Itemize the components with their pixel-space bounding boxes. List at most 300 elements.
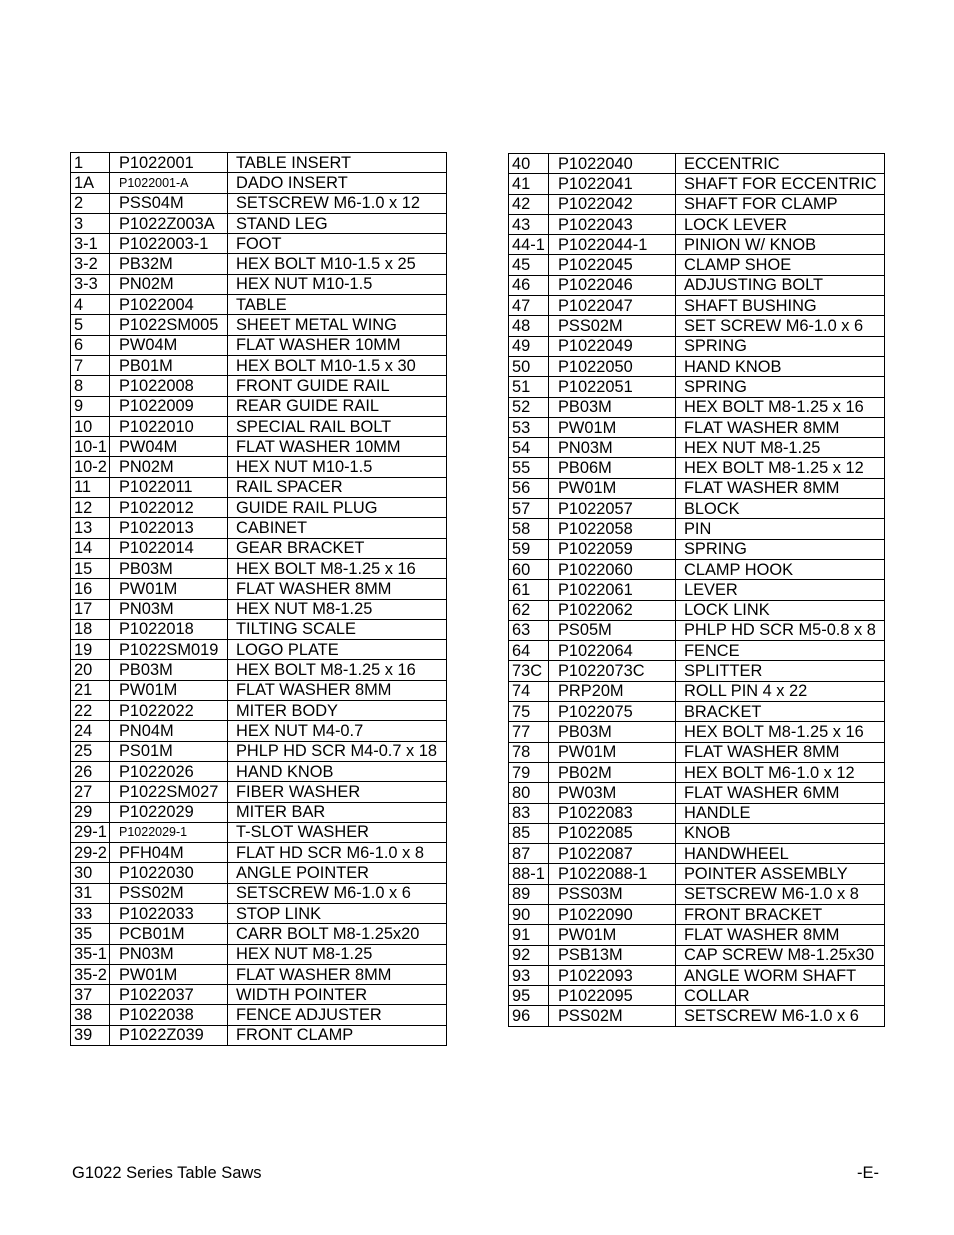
description-cell: HEX BOLT M8-1.25 x 16	[676, 397, 885, 417]
part-number-cell: P1022061	[549, 580, 676, 600]
ref-number-cell: 31	[71, 883, 110, 903]
part-number-cell: PCB01M	[110, 924, 228, 944]
table-row	[509, 499, 885, 519]
table-row	[71, 213, 447, 233]
ref-number-cell: 62	[509, 600, 549, 620]
description-cell: TABLE	[228, 295, 447, 315]
ref-number-cell: 52	[509, 397, 549, 417]
table-row	[71, 355, 447, 375]
part-number-cell: P1022029	[110, 802, 228, 822]
part-number-cell: PB03M	[549, 397, 676, 417]
table-row	[71, 173, 447, 193]
description-cell: FLAT WASHER 8MM	[228, 579, 447, 599]
part-number-cell: PW01M	[549, 925, 676, 945]
part-number-cell: PW01M	[549, 417, 676, 437]
part-number-cell: P1022022	[110, 701, 228, 721]
table-row	[509, 661, 885, 681]
part-number-cell: PN04M	[110, 721, 228, 741]
description-cell: LOGO PLATE	[228, 640, 447, 660]
table-row	[71, 924, 447, 944]
table-row	[509, 356, 885, 376]
description-cell: LEVER	[676, 580, 885, 600]
table-row	[71, 964, 447, 984]
ref-number-cell: 57	[509, 499, 549, 519]
description-cell: BRACKET	[676, 702, 885, 722]
ref-number-cell: 5	[71, 315, 110, 335]
description-cell: ANGLE WORM SHAFT	[676, 965, 885, 985]
description-cell: SETSCREW M6-1.0 x 8	[676, 884, 885, 904]
description-cell: FLAT WASHER 8MM	[676, 925, 885, 945]
table-row	[509, 986, 885, 1006]
table-row	[71, 843, 447, 863]
description-cell: ROLL PIN 4 x 22	[676, 681, 885, 701]
part-number-cell: P1022041	[549, 174, 676, 194]
table-row	[509, 641, 885, 661]
description-cell: FLAT WASHER 6MM	[676, 783, 885, 803]
part-number-cell: PB32M	[110, 254, 228, 274]
description-cell: KNOB	[676, 823, 885, 843]
ref-number-cell: 83	[509, 803, 549, 823]
description-cell: SET SCREW M6-1.0 x 6	[676, 316, 885, 336]
ref-number-cell: 54	[509, 438, 549, 458]
ref-number-cell: 7	[71, 355, 110, 375]
ref-number-cell: 4	[71, 295, 110, 315]
description-cell: CLAMP SHOE	[676, 255, 885, 275]
description-cell: SHAFT BUSHING	[676, 296, 885, 316]
part-number-cell: P1022029-1	[110, 822, 228, 842]
description-cell: PIN	[676, 519, 885, 539]
description-cell: REAR GUIDE RAIL	[228, 396, 447, 416]
description-cell: MITER BODY	[228, 701, 447, 721]
description-cell: SPRING	[676, 539, 885, 559]
part-number-cell: P1022014	[110, 538, 228, 558]
part-number-cell: PW03M	[549, 783, 676, 803]
table-row	[71, 822, 447, 842]
ref-number-cell: 59	[509, 539, 549, 559]
ref-number-cell: 10	[71, 416, 110, 436]
table-row	[509, 1006, 885, 1026]
ref-number-cell: 39	[71, 1025, 110, 1045]
part-number-cell: P1022Z039	[110, 1025, 228, 1045]
part-number-cell: P1022060	[549, 559, 676, 579]
part-number-cell: PB02M	[549, 762, 676, 782]
description-cell: STAND LEG	[228, 213, 447, 233]
description-cell: SHAFT FOR ECCENTRIC	[676, 174, 885, 194]
ref-number-cell: 10-2	[71, 457, 110, 477]
description-cell: DADO INSERT	[228, 173, 447, 193]
table-row	[71, 579, 447, 599]
part-number-cell: P1022042	[549, 194, 676, 214]
table-row	[71, 396, 447, 416]
part-number-cell: PW01M	[110, 680, 228, 700]
part-number-cell: P1022088-1	[549, 864, 676, 884]
ref-number-cell: 3-1	[71, 234, 110, 254]
ref-number-cell: 96	[509, 1006, 549, 1026]
ref-number-cell: 24	[71, 721, 110, 741]
ref-number-cell: 3-3	[71, 274, 110, 294]
part-number-cell: PSS02M	[110, 883, 228, 903]
ref-number-cell: 45	[509, 255, 549, 275]
description-cell: SPLITTER	[676, 661, 885, 681]
part-number-cell: P1022087	[549, 844, 676, 864]
part-number-cell: P1022013	[110, 518, 228, 538]
table-row	[509, 762, 885, 782]
description-cell: LOCK LEVER	[676, 214, 885, 234]
ref-number-cell: 35-2	[71, 964, 110, 984]
table-row	[71, 802, 447, 822]
table-row	[71, 234, 447, 254]
ref-number-cell: 38	[71, 1005, 110, 1025]
ref-number-cell: 30	[71, 863, 110, 883]
description-cell: FRONT BRACKET	[676, 904, 885, 924]
part-number-cell: P1022001	[110, 153, 228, 173]
part-number-cell: P1022059	[549, 539, 676, 559]
part-number-cell: PN02M	[110, 457, 228, 477]
table-row	[509, 823, 885, 843]
ref-number-cell: 29	[71, 802, 110, 822]
ref-number-cell: 42	[509, 194, 549, 214]
part-number-cell: P1022SM019	[110, 640, 228, 660]
table-row	[509, 275, 885, 295]
table-row	[71, 660, 447, 680]
description-cell: RAIL SPACER	[228, 477, 447, 497]
part-number-cell: P1022026	[110, 761, 228, 781]
table-row	[509, 904, 885, 924]
description-cell: FLAT WASHER 8MM	[228, 680, 447, 700]
table-row	[509, 458, 885, 478]
part-number-cell: P1022010	[110, 416, 228, 436]
ref-number-cell: 8	[71, 376, 110, 396]
table-row	[509, 702, 885, 722]
ref-number-cell: 33	[71, 903, 110, 923]
ref-number-cell: 22	[71, 701, 110, 721]
table-row	[509, 255, 885, 275]
table-row	[509, 519, 885, 539]
table-row	[509, 336, 885, 356]
table-row	[71, 1005, 447, 1025]
ref-number-cell: 93	[509, 965, 549, 985]
part-number-cell: PN03M	[110, 944, 228, 964]
description-cell: FLAT WASHER 8MM	[676, 742, 885, 762]
table-row	[509, 580, 885, 600]
description-cell: SHEET METAL WING	[228, 315, 447, 335]
ref-number-cell: 29-1	[71, 822, 110, 842]
ref-number-cell: 74	[509, 681, 549, 701]
ref-number-cell: 10-1	[71, 437, 110, 457]
description-cell: LOCK LINK	[676, 600, 885, 620]
description-cell: HAND KNOB	[676, 356, 885, 376]
ref-number-cell: 78	[509, 742, 549, 762]
description-cell: SETSCREW M6-1.0 x 12	[228, 193, 447, 213]
ref-number-cell: 95	[509, 986, 549, 1006]
ref-number-cell: 1	[71, 153, 110, 173]
ref-number-cell: 2	[71, 193, 110, 213]
part-number-cell: P1022018	[110, 619, 228, 639]
part-number-cell: PN03M	[549, 438, 676, 458]
table-row	[509, 539, 885, 559]
page-number: -E-	[857, 1164, 879, 1182]
description-cell: HEX BOLT M10-1.5 x 25	[228, 254, 447, 274]
part-number-cell: PB06M	[549, 458, 676, 478]
description-cell: MITER BAR	[228, 802, 447, 822]
table-row	[509, 620, 885, 640]
part-number-cell: PW01M	[549, 478, 676, 498]
table-row	[509, 844, 885, 864]
ref-number-cell: 3	[71, 213, 110, 233]
table-row	[509, 864, 885, 884]
part-number-cell: P1022030	[110, 863, 228, 883]
ref-number-cell: 53	[509, 417, 549, 437]
description-cell: WIDTH POINTER	[228, 985, 447, 1005]
description-cell: STOP LINK	[228, 903, 447, 923]
ref-number-cell: 29-2	[71, 843, 110, 863]
part-number-cell: PW04M	[110, 335, 228, 355]
part-number-cell: PSS04M	[110, 193, 228, 213]
table-row	[71, 254, 447, 274]
description-cell: FLAT WASHER 8MM	[676, 417, 885, 437]
table-row	[509, 945, 885, 965]
description-cell: CAP SCREW M8-1.25x30	[676, 945, 885, 965]
description-cell: GUIDE RAIL PLUG	[228, 498, 447, 518]
table-row	[509, 397, 885, 417]
description-cell: TABLE INSERT	[228, 153, 447, 173]
ref-number-cell: 64	[509, 641, 549, 661]
ref-number-cell: 58	[509, 519, 549, 539]
ref-number-cell: 1A	[71, 173, 110, 193]
ref-number-cell: 47	[509, 296, 549, 316]
part-number-cell: P1022037	[110, 985, 228, 1005]
ref-number-cell: 14	[71, 538, 110, 558]
part-number-cell: P1022SM027	[110, 782, 228, 802]
ref-number-cell: 27	[71, 782, 110, 802]
part-number-cell: P1022049	[549, 336, 676, 356]
part-number-cell: PSB13M	[549, 945, 676, 965]
ref-number-cell: 12	[71, 498, 110, 518]
ref-number-cell: 63	[509, 620, 549, 640]
table-row	[71, 538, 447, 558]
ref-number-cell: 46	[509, 275, 549, 295]
table-row	[509, 214, 885, 234]
table-row	[509, 377, 885, 397]
description-cell: HEX NUT M4-0.7	[228, 721, 447, 741]
table-row	[509, 965, 885, 985]
ref-number-cell: 89	[509, 884, 549, 904]
table-row	[509, 296, 885, 316]
table-row	[71, 437, 447, 457]
description-cell: FENCE ADJUSTER	[228, 1005, 447, 1025]
ref-number-cell: 35	[71, 924, 110, 944]
description-cell: HANDWHEEL	[676, 844, 885, 864]
part-number-cell: P1022011	[110, 477, 228, 497]
part-number-cell: PW01M	[549, 742, 676, 762]
ref-number-cell: 61	[509, 580, 549, 600]
description-cell: CABINET	[228, 518, 447, 538]
ref-number-cell: 11	[71, 477, 110, 497]
parts-table-right	[508, 153, 885, 1027]
part-number-cell: P1022057	[549, 499, 676, 519]
table-row	[71, 640, 447, 660]
part-number-cell: P1022001-A	[110, 173, 228, 193]
description-cell: PINION W/ KNOB	[676, 235, 885, 255]
table-row	[71, 721, 447, 741]
ref-number-cell: 13	[71, 518, 110, 538]
part-number-cell: P1022009	[110, 396, 228, 416]
ref-number-cell: 56	[509, 478, 549, 498]
part-number-cell: P1022051	[549, 377, 676, 397]
ref-number-cell: 75	[509, 702, 549, 722]
description-cell: PHLP HD SCR M4-0.7 x 18	[228, 741, 447, 761]
description-cell: FENCE	[676, 641, 885, 661]
description-cell: BLOCK	[676, 499, 885, 519]
ref-number-cell: 87	[509, 844, 549, 864]
part-number-cell: PB03M	[110, 558, 228, 578]
ref-number-cell: 41	[509, 174, 549, 194]
table-row	[71, 883, 447, 903]
description-cell: TILTING SCALE	[228, 619, 447, 639]
part-number-cell: P1022073C	[549, 661, 676, 681]
part-number-cell: P1022033	[110, 903, 228, 923]
part-number-cell: P1022050	[549, 356, 676, 376]
ref-number-cell: 85	[509, 823, 549, 843]
table-row	[509, 681, 885, 701]
table-row	[509, 559, 885, 579]
description-cell: PHLP HD SCR M5-0.8 x 8	[676, 620, 885, 640]
part-number-cell: P1022012	[110, 498, 228, 518]
table-row	[509, 925, 885, 945]
table-row	[71, 153, 447, 173]
table-row	[71, 944, 447, 964]
description-cell: ADJUSTING BOLT	[676, 275, 885, 295]
part-number-cell: P1022075	[549, 702, 676, 722]
description-cell: HANDLE	[676, 803, 885, 823]
part-number-cell: P1022058	[549, 519, 676, 539]
table-row	[71, 863, 447, 883]
ref-number-cell: 17	[71, 599, 110, 619]
description-cell: HEX BOLT M6-1.0 x 12	[676, 762, 885, 782]
description-cell: FLAT HD SCR M6-1.0 x 8	[228, 843, 447, 863]
table-row	[71, 274, 447, 294]
ref-number-cell: 50	[509, 356, 549, 376]
part-number-cell: P1022003-1	[110, 234, 228, 254]
ref-number-cell: 40	[509, 154, 549, 174]
ref-number-cell: 6	[71, 335, 110, 355]
part-number-cell: P1022045	[549, 255, 676, 275]
table-row	[71, 416, 447, 436]
description-cell: HEX BOLT M10-1.5 x 30	[228, 355, 447, 375]
part-number-cell: P1022090	[549, 904, 676, 924]
ref-number-cell: 18	[71, 619, 110, 639]
part-number-cell: P1022064	[549, 641, 676, 661]
part-number-cell: P1022095	[549, 986, 676, 1006]
table-row	[71, 985, 447, 1005]
ref-number-cell: 60	[509, 559, 549, 579]
description-cell: FRONT CLAMP	[228, 1025, 447, 1045]
description-cell: GEAR BRACKET	[228, 538, 447, 558]
description-cell: HEX NUT M8-1.25	[676, 438, 885, 458]
table-row	[71, 619, 447, 639]
description-cell: SETSCREW M6-1.0 x 6	[228, 883, 447, 903]
table-row	[71, 335, 447, 355]
part-number-cell: P1022008	[110, 376, 228, 396]
table-row	[71, 295, 447, 315]
table-row	[71, 376, 447, 396]
description-cell: HEX BOLT M8-1.25 x 12	[676, 458, 885, 478]
description-cell: FLAT WASHER 10MM	[228, 437, 447, 457]
part-number-cell: P1022085	[549, 823, 676, 843]
part-number-cell: PW01M	[110, 964, 228, 984]
ref-number-cell: 44-1	[509, 235, 549, 255]
ref-number-cell: 92	[509, 945, 549, 965]
description-cell: FLAT WASHER 10MM	[228, 335, 447, 355]
part-number-cell: PW01M	[110, 579, 228, 599]
table-row	[71, 599, 447, 619]
ref-number-cell: 80	[509, 783, 549, 803]
description-cell: FLAT WASHER 8MM	[228, 964, 447, 984]
table-row	[509, 174, 885, 194]
ref-number-cell: 90	[509, 904, 549, 924]
description-cell: HEX BOLT M8-1.25 x 16	[228, 558, 447, 578]
parts-table-left	[70, 152, 447, 1046]
table-row	[509, 742, 885, 762]
part-number-cell: PFH04M	[110, 843, 228, 863]
ref-number-cell: 77	[509, 722, 549, 742]
table-row	[509, 194, 885, 214]
table-row	[71, 457, 447, 477]
part-number-cell: PSS02M	[549, 316, 676, 336]
part-number-cell: PSS02M	[549, 1006, 676, 1026]
ref-number-cell: 79	[509, 762, 549, 782]
part-number-cell: P1022Z003A	[110, 213, 228, 233]
ref-number-cell: 73C	[509, 661, 549, 681]
description-cell: HEX NUT M8-1.25	[228, 599, 447, 619]
ref-number-cell: 43	[509, 214, 549, 234]
ref-number-cell: 19	[71, 640, 110, 660]
description-cell: HAND KNOB	[228, 761, 447, 781]
part-number-cell: P1022044-1	[549, 235, 676, 255]
part-number-cell: PW04M	[110, 437, 228, 457]
part-number-cell: P1022043	[549, 214, 676, 234]
ref-number-cell: 25	[71, 741, 110, 761]
table-row	[71, 1025, 447, 1045]
table-row	[71, 903, 447, 923]
description-cell: FOOT	[228, 234, 447, 254]
description-cell: COLLAR	[676, 986, 885, 1006]
table-row	[71, 558, 447, 578]
table-row	[509, 438, 885, 458]
description-cell: HEX NUT M10-1.5	[228, 274, 447, 294]
part-number-cell: P1022093	[549, 965, 676, 985]
part-number-cell: PS01M	[110, 741, 228, 761]
ref-number-cell: 26	[71, 761, 110, 781]
description-cell: ECCENTRIC	[676, 154, 885, 174]
ref-number-cell: 3-2	[71, 254, 110, 274]
table-row	[71, 477, 447, 497]
part-number-cell: P1022SM005	[110, 315, 228, 335]
ref-number-cell: 88-1	[509, 864, 549, 884]
description-cell: HEX BOLT M8-1.25 x 16	[676, 722, 885, 742]
part-number-cell: P1022004	[110, 295, 228, 315]
ref-number-cell: 49	[509, 336, 549, 356]
description-cell: CLAMP HOOK	[676, 559, 885, 579]
table-row	[71, 761, 447, 781]
part-number-cell: PN02M	[110, 274, 228, 294]
table-row	[71, 193, 447, 213]
description-cell: SPRING	[676, 336, 885, 356]
part-number-cell: P1022046	[549, 275, 676, 295]
part-number-cell: PB01M	[110, 355, 228, 375]
description-cell: CARR BOLT M8-1.25x20	[228, 924, 447, 944]
table-row	[71, 741, 447, 761]
